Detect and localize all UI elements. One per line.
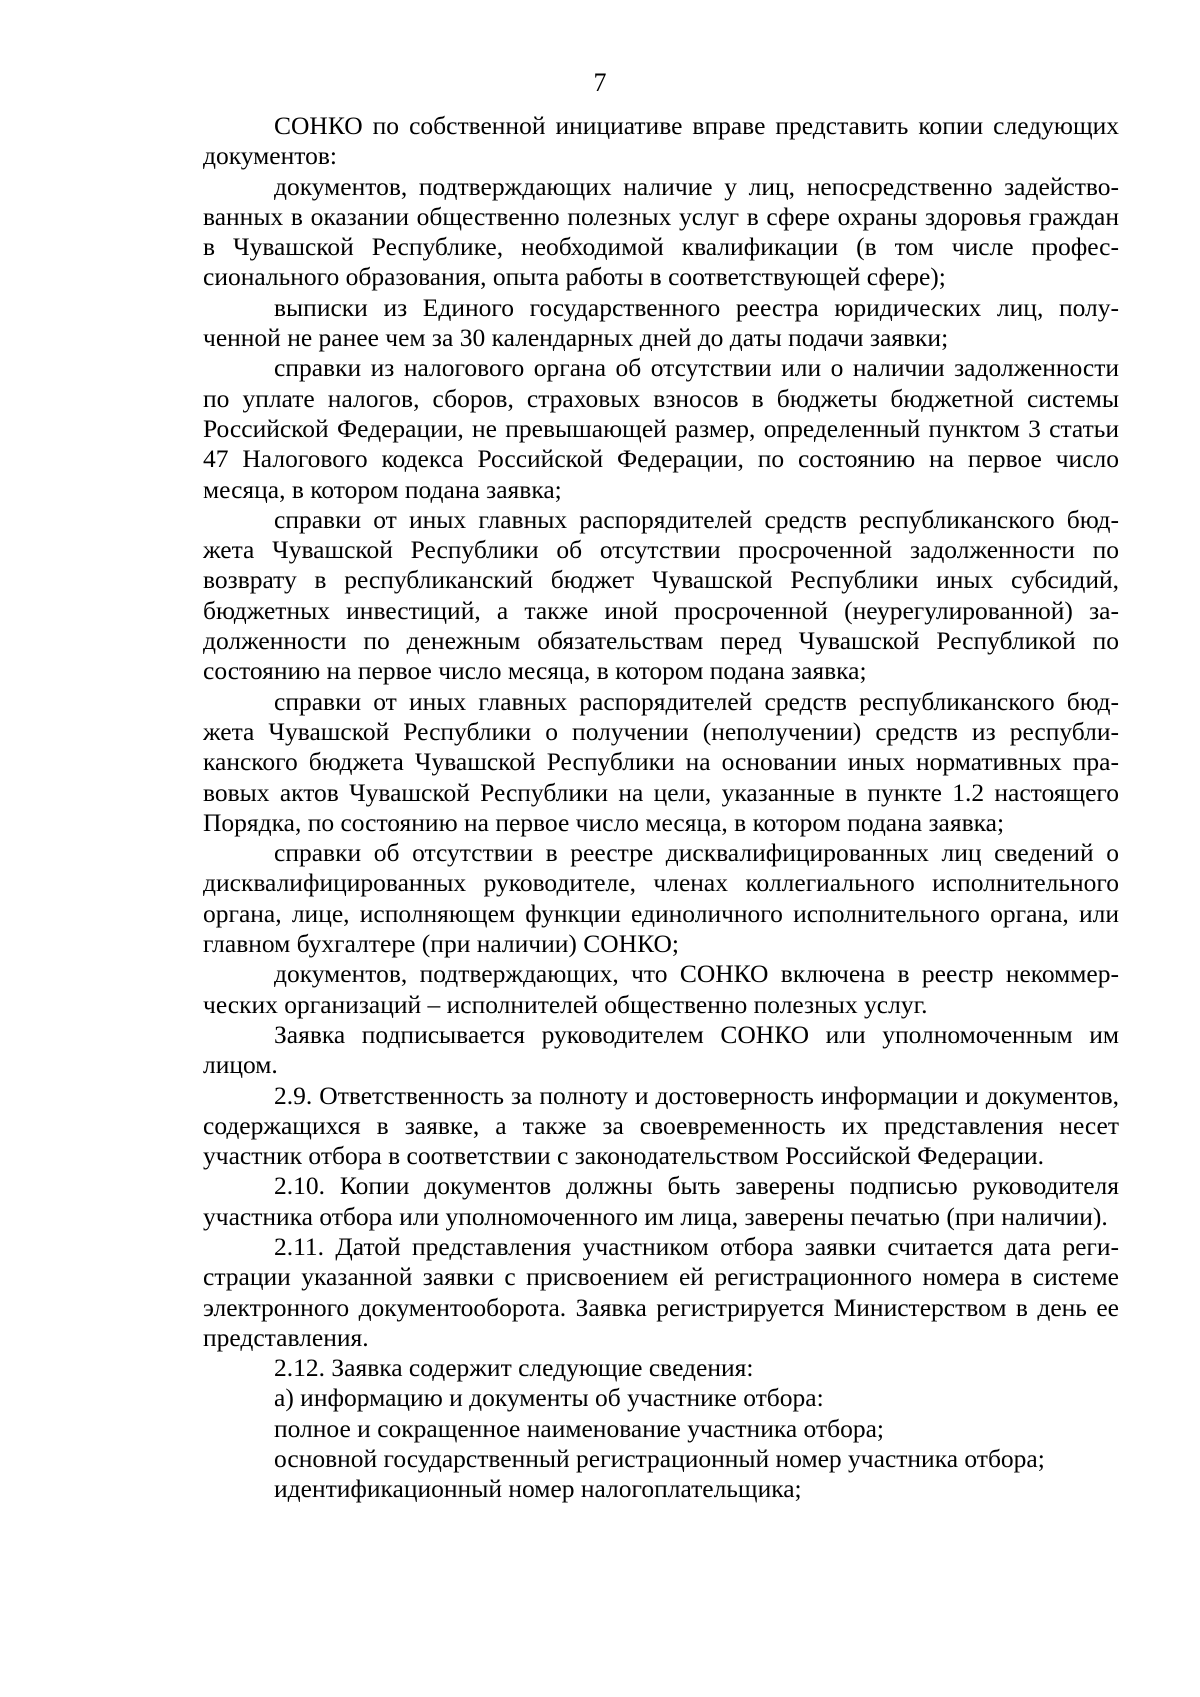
paragraph-clause-2-9: 2.9. Ответственность за полноту и достоверность информации и документов, содержащихся в заявке, а также за своевременность их представления несет участник отбора в соответствии с законодательством Российской Федерации. <box>203 1080 1119 1171</box>
paragraph-application-signature: Заявка подписывается руководителем СОНКО или уполномоченным им лицом. <box>203 1019 1119 1080</box>
list-item-ogrn: основной государственный регистрационный номер участника отбора; <box>274 1444 1045 1474</box>
paragraph-tax-certificate: справки из налогового органа об отсутствии или о наличии задолженности по уплате налогов, сборов, страховых взносов в бюджеты бюджетной системы Российской Федерации, не превышающей размер, определенный пунктом 3 статьи 47 Налогового кодекса Российской Федерации, по состоянию на первое число месяца, в котором подана заявка; <box>203 353 1119 504</box>
paragraph-clause-2-10: 2.10. Копии документов должны быть заверены подписью руководителя участника отбора или уполномоченного им лица, заверены печатью (при наличии). <box>203 1171 1119 1231</box>
paragraph-disqualified-persons-certificate: справки об отсутствии в реестре дисквалифицированных лиц сведений о дисквалифицированных руководителе, членах коллегиального исполнительного органа, лице, исполняющем функции единоличного исполнительного органа, или главном бухгалтере (при наличии) СОНКО; <box>203 838 1119 959</box>
paragraph-clause-2-11: 2.11. Датой представления участником отбора заявки считается дата регистрации указанной заявки с присвоением ей регистрационного номера в системе электронного документооборота. Заявка регистрируется Министерством в день ее представления. <box>203 1231 1119 1352</box>
document-body <box>203 111 1119 1505</box>
paragraph-qualification-documents: документов, подтверждающих наличие у лиц, непосредственно задействованных в оказании общественно полезных услуг в сфере охраны здоровья граждан в Чувашской Республике, необходимой квалификации (в том числе профессионального образования, опыта работы в соответствующей сфере); <box>203 171 1119 292</box>
paragraph-clause-2-12: 2.12. Заявка содержит следующие сведения: <box>274 1353 754 1383</box>
list-item-full-name: полное и сокращенное наименование участника отбора; <box>274 1413 884 1443</box>
paragraph-egrul-extract: выписки из Единого государственного реестра юридических лиц, полученной не ранее чем за 30 календарных дней до даты подачи заявки; <box>203 292 1119 353</box>
paragraph-item-a: а) информацию и документы об участнике отбора: <box>274 1383 824 1413</box>
list-item-inn: идентификационный номер налогоплательщика; <box>274 1474 802 1504</box>
paragraph-funds-receipt-certificate: справки от иных главных распорядителей средств республиканского бюджета Чувашской Республики о получении (неполучении) средств из республиканского бюджета Чувашской Республики на основании иных нормативных правовых актов Чувашской Республики на цели, указанные в пункте 1.2 настоящего Порядка, по состоянию на первое число месяца, в котором подана заявка; <box>203 686 1119 837</box>
paragraph-overdue-debt-certificate: справки от иных главных распорядителей средств республиканского бюджета Чувашской Республики об отсутствии просроченной задолженности по возврату в республиканский бюджет Чувашской Республики иных субсидий, бюджетных инвестиций, а также иной просроченной (неурегулированной) задолженности по денежным обязательствам перед Чувашской Республикой по состоянию на первое число месяца, в котором подана заявка; <box>203 504 1119 686</box>
page-number: 7 <box>593 68 607 97</box>
paragraph-nko-registry-documents: документов, подтверждающих, что СОНКО включена в реестр некоммерческих организаций – исполнителей общественно полезных услуг. <box>203 959 1119 1019</box>
paragraph-sonko-initiative: СОНКО по собственной инициативе вправе представить копии следующих документов: <box>203 111 1119 171</box>
